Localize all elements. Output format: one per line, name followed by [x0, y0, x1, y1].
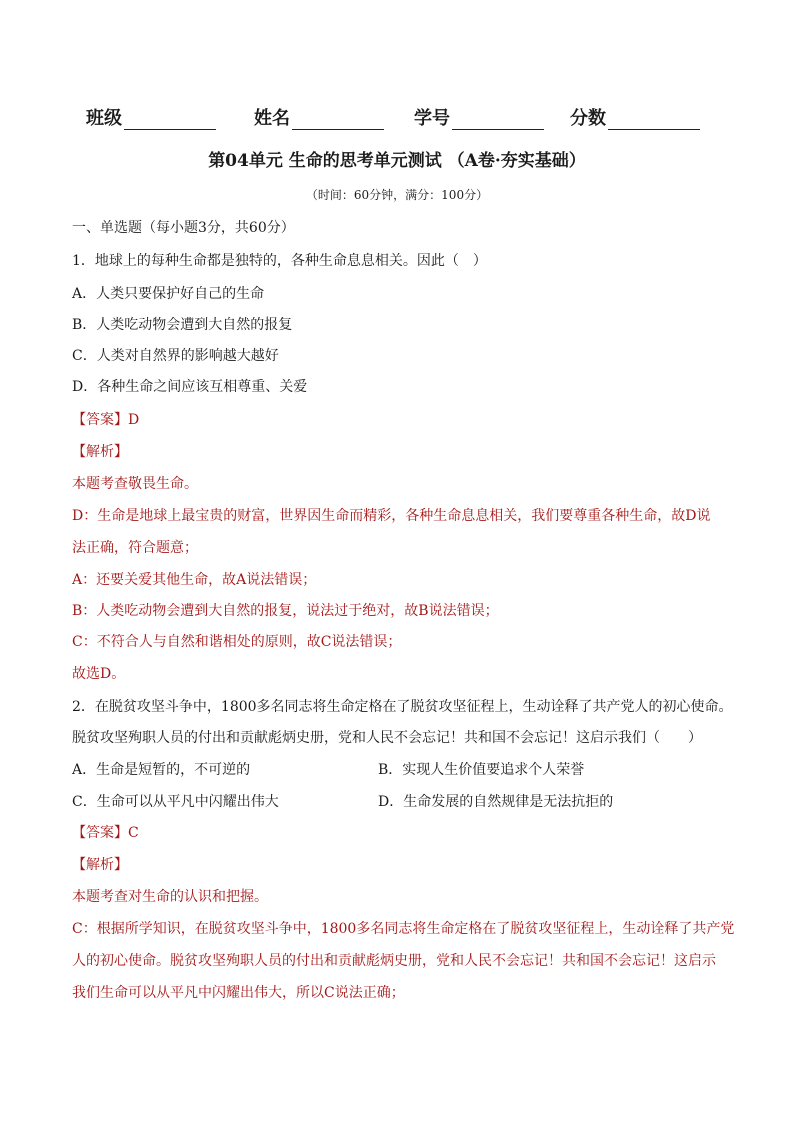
question-1-answer: 【答案】D	[72, 412, 140, 428]
question-1-option-c: C．人类对自然界的影响越大越好	[72, 348, 279, 364]
question-2-focus: 本题考查对生命的认识和把握。	[72, 889, 268, 905]
question-2-stem: 脱贫攻坚殉职人员的付出和贡献彪炳史册，党和人民不会忘记！共和国不会忘记！这启示我们（ ）	[72, 730, 702, 746]
question-2-option-c: C．生命可以从平凡中闪耀出伟大	[72, 794, 279, 810]
section-heading: 一、单选题（每小题3分，共60分）	[72, 220, 295, 236]
question-1-option-b: B．人类吃动物会遭到大自然的报复	[72, 317, 293, 333]
question-2-analysis-label: 【解析】	[72, 857, 128, 873]
question-1-conclusion: 故选D。	[72, 666, 126, 682]
question-2-explanation: C：根据所学知识，在脱贫攻坚斗争中，1800多名同志将生命定格在了脱贫攻坚征程上，生动诠释了共产党	[72, 921, 735, 937]
question-1-explanation: A：还要关爱其他生命，故A说法错误；	[72, 572, 317, 588]
class-label: 班级	[86, 108, 122, 129]
question-2-option-d: D．生命发展的自然规律是无法抗拒的	[378, 794, 614, 810]
name-field[interactable]	[254, 104, 384, 130]
page-subtitle: （时间：60分钟，满分：100分）	[305, 188, 489, 202]
question-1-explanation: C：不符合人与自然和谐相处的原则，故C说法错误；	[72, 634, 402, 650]
question-1-option-d: D．各种生命之间应该互相尊重、关爱	[72, 379, 308, 395]
question-2-option-b: B．实现人生价值要追求个人荣誉	[378, 762, 585, 778]
question-1-analysis-label: 【解析】	[72, 444, 128, 460]
question-2-explanation: 人的初心使命。脱贫攻坚殉职人员的付出和贡献彪炳史册，党和人民不会忘记！共和国不会忘记！这启示	[72, 953, 716, 969]
student-id-field[interactable]	[414, 104, 544, 130]
class-blank[interactable]	[124, 111, 216, 130]
question-1-explanation: D：生命是地球上最宝贵的财富，世界因生命而精彩，各种生命息息相关，我们要尊重各种生命，故D说	[72, 508, 711, 524]
name-blank[interactable]	[292, 111, 384, 130]
question-2-answer: 【答案】C	[72, 825, 139, 841]
name-label: 姓名	[254, 108, 290, 129]
class-field[interactable]	[86, 104, 216, 130]
student-id-label: 学号	[414, 108, 450, 129]
score-field[interactable]	[570, 104, 700, 130]
question-2-explanation: 我们生命可以从平凡中闪耀出伟大，所以C说法正确；	[72, 985, 405, 1001]
question-1-option-a: A．人类只要保护好自己的生命	[72, 286, 265, 302]
student-id-blank[interactable]	[452, 111, 544, 130]
question-2-stem: 2．在脱贫攻坚斗争中，1800多名同志将生命定格在了脱贫攻坚征程上，生动诠释了共产党人的初心使命。	[72, 699, 733, 715]
question-1-stem: 1．地球上的每种生命都是独特的，各种生命息息相关。因此（ ）	[72, 253, 487, 269]
question-1-focus: 本题考查敬畏生命。	[72, 476, 198, 492]
question-1-explanation: B：人类吃动物会遭到大自然的报复，说法过于绝对，故B说法错误；	[72, 603, 499, 619]
question-1-explanation: 法正确，符合题意；	[72, 540, 198, 556]
page-title: 第04单元 生命的思考单元测试 （A卷·夯实基础）	[208, 151, 586, 171]
score-label: 分数	[570, 108, 606, 129]
score-blank[interactable]	[608, 111, 700, 130]
question-2-option-a: A．生命是短暂的，不可逆的	[72, 762, 251, 778]
